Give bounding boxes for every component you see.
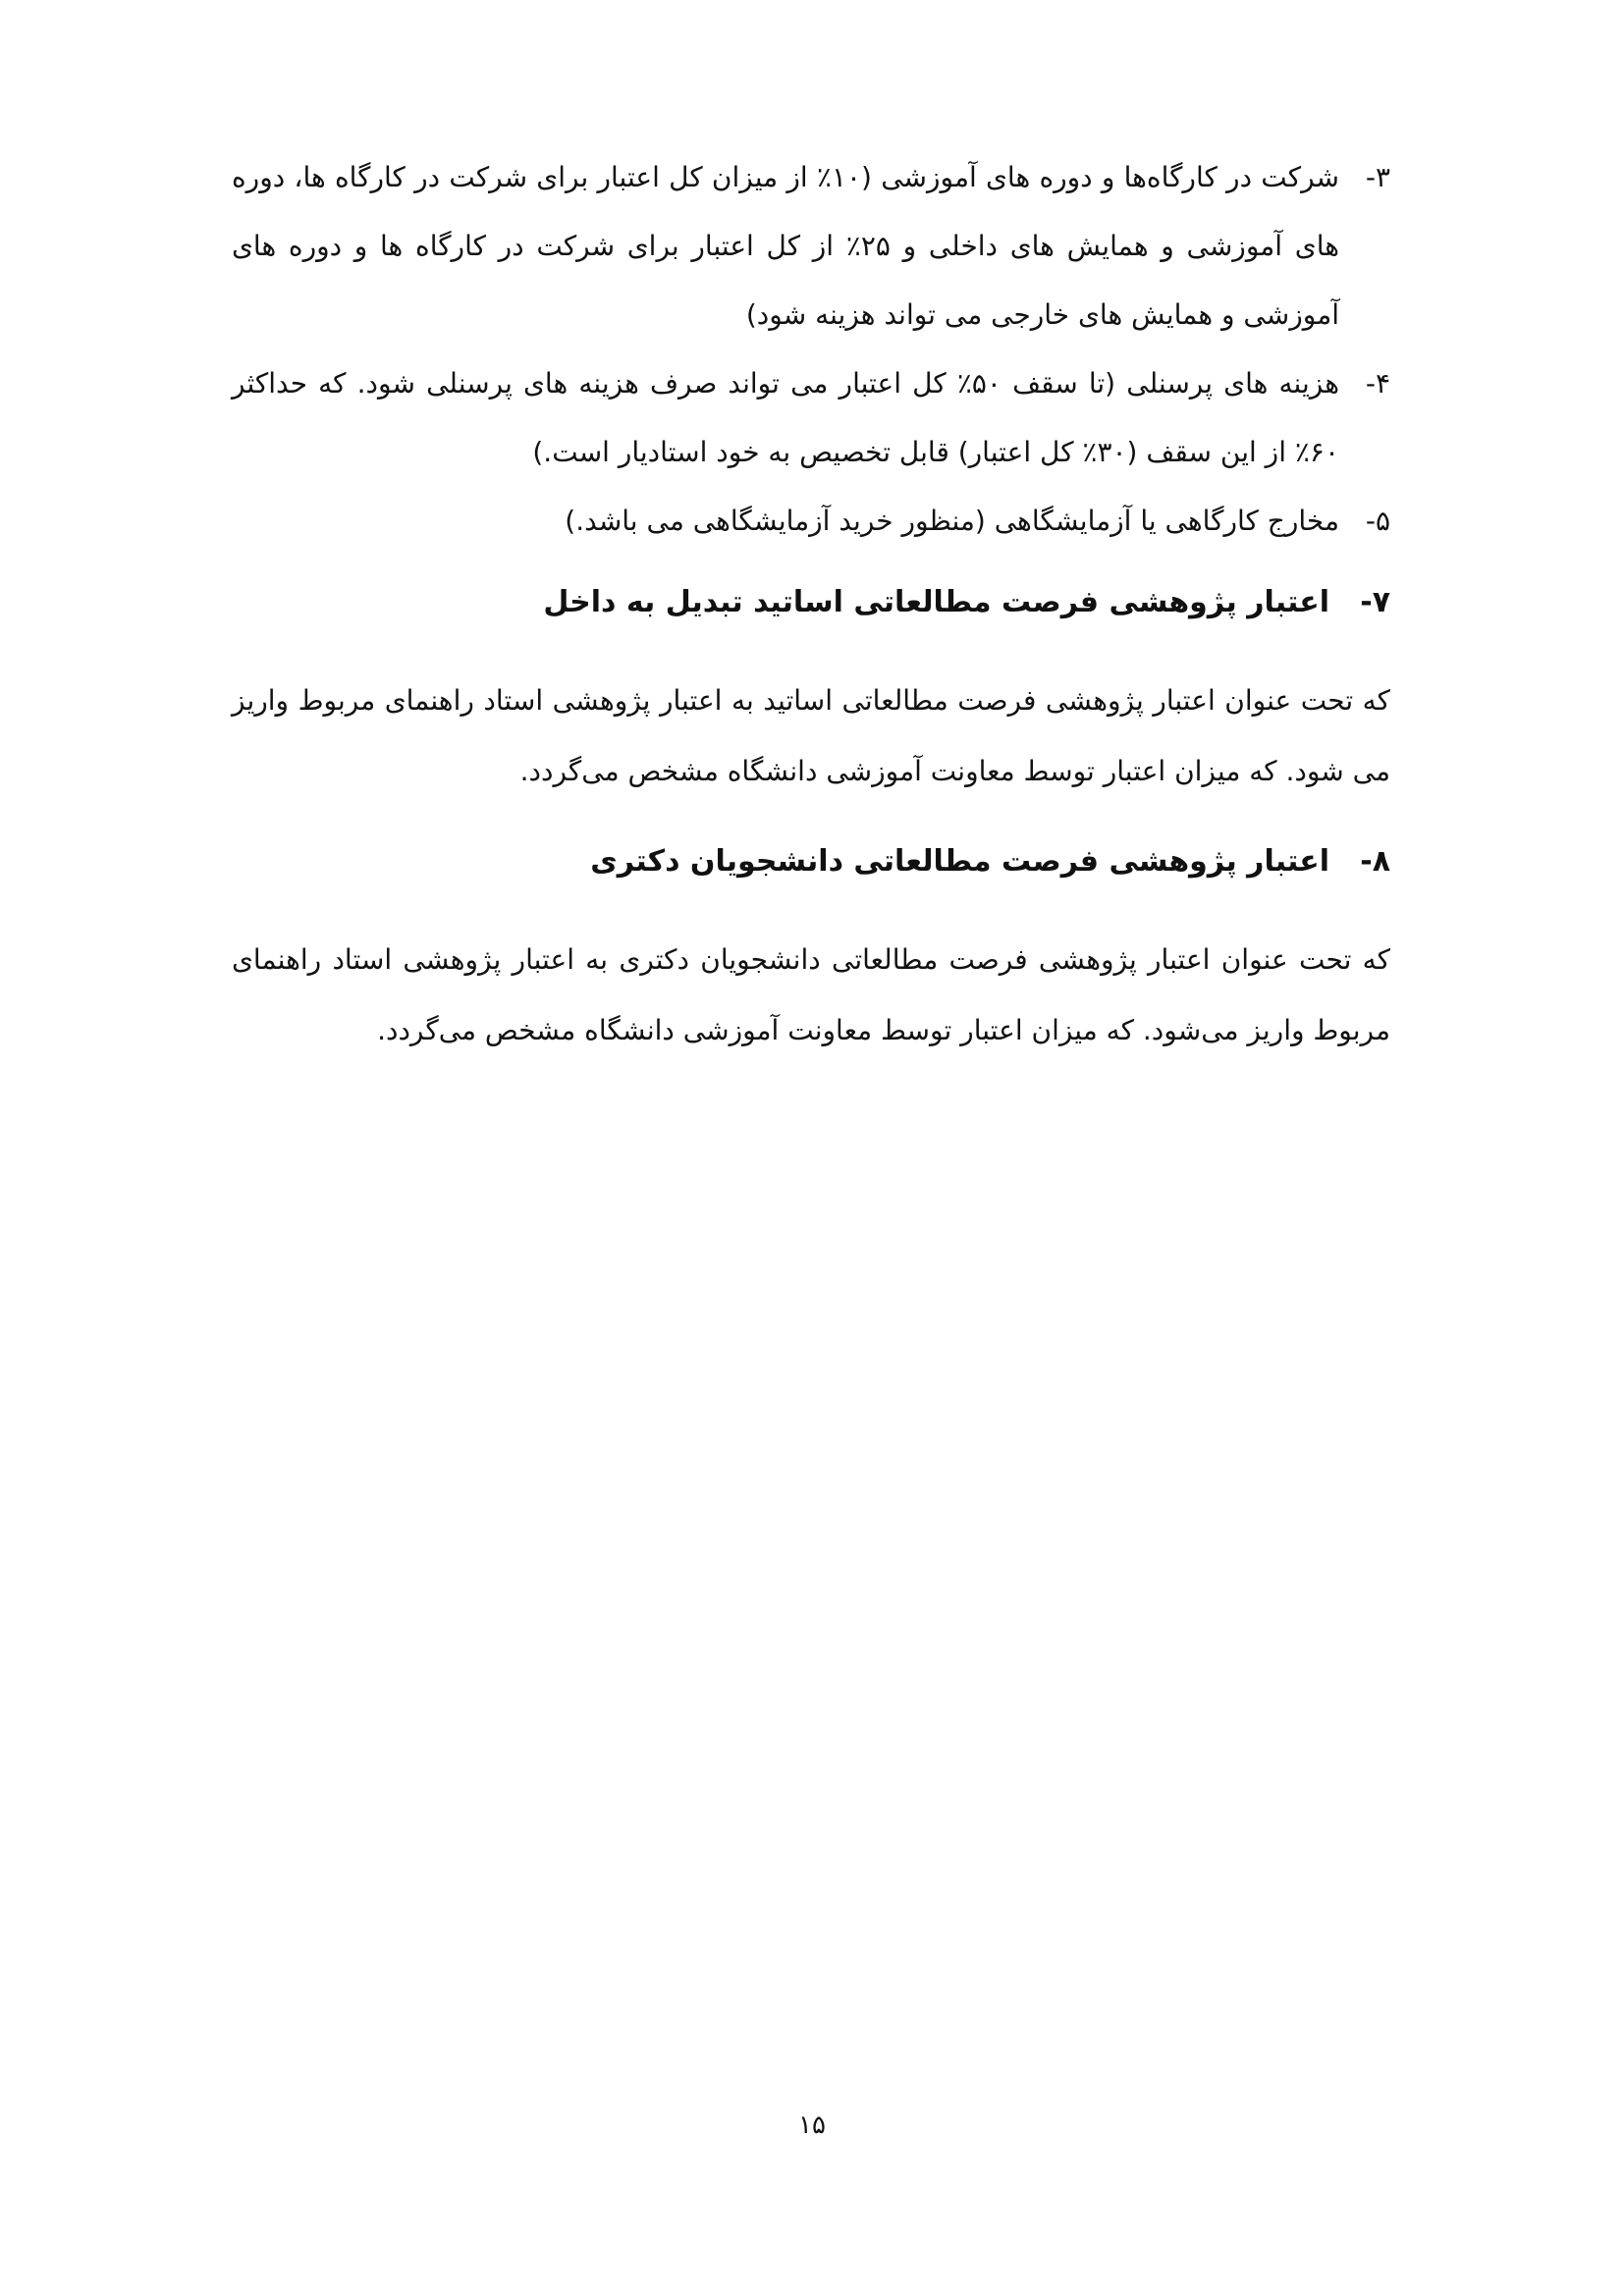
section-7-heading	[232, 581, 1390, 624]
list-item-number: ۵-	[1365, 505, 1390, 537]
list-item-number: ۴-	[1365, 367, 1390, 400]
page-content	[232, 143, 1390, 1066]
section-7-number: ۷-	[1360, 585, 1390, 619]
list-item-3	[232, 143, 1390, 349]
page-number: ۱۵	[798, 2110, 826, 2140]
list-item-4	[232, 349, 1390, 487]
list-item-text: هزینه های پرسنلی (تا سقف ۵۰٪ کل اعتبار می تواند صرف هزینه های پرسنلی شود. که حداکثر ۶۰٪ از این سقف (۳۰٪ کل اعتبار) قابل تخصیص به خود استادیار است.)	[232, 367, 1339, 468]
section-8-number: ۸-	[1360, 844, 1390, 879]
list-item-number: ۳-	[1365, 161, 1390, 193]
section-8-title: اعتبار پژوهشی فرصت مطالعاتی دانشجویان دکتری	[590, 844, 1329, 879]
section-8-heading	[232, 840, 1390, 883]
section-7-paragraph: که تحت عنوان اعتبار پژوهشی فرصت مطالعاتی اساتید به اعتبار پژوهشی استاد راهنمای مربوط واریز می شود. که میزان اعتبار توسط معاونت آموزشی دانشگاه مشخص می‌گردد.	[232, 684, 1390, 787]
list-item-text: شرکت در کارگاه‌ها و دوره های آموزشی (۱۰٪ از میزان کل اعتبار برای شرکت در کارگاه ها، دوره های آموزشی و همایش های داخلی و ۲۵٪ از کل اعتبار برای شرکت در کارگاه ها و دوره های آموزشی و همایش های خارجی می تواند هزینه شود)	[232, 161, 1340, 331]
section-8-paragraph: که تحت عنوان اعتبار پژوهشی فرصت مطالعاتی دانشجویان دکتری به اعتبار پژوهشی استاد راهنمای مربوط واریز می‌شود. که میزان اعتبار توسط معاونت آموزشی دانشگاه مشخص می‌گردد.	[232, 943, 1390, 1046]
list-item-text: مخارج کارگاهی یا آزمایشگاهی (منظور خرید آزمایشگاهی می باشد.)	[565, 505, 1339, 537]
list-item-5	[232, 487, 1390, 556]
section-7-title: اعتبار پژوهشی فرصت مطالعاتی اساتید تبدیل به داخل	[543, 585, 1329, 619]
